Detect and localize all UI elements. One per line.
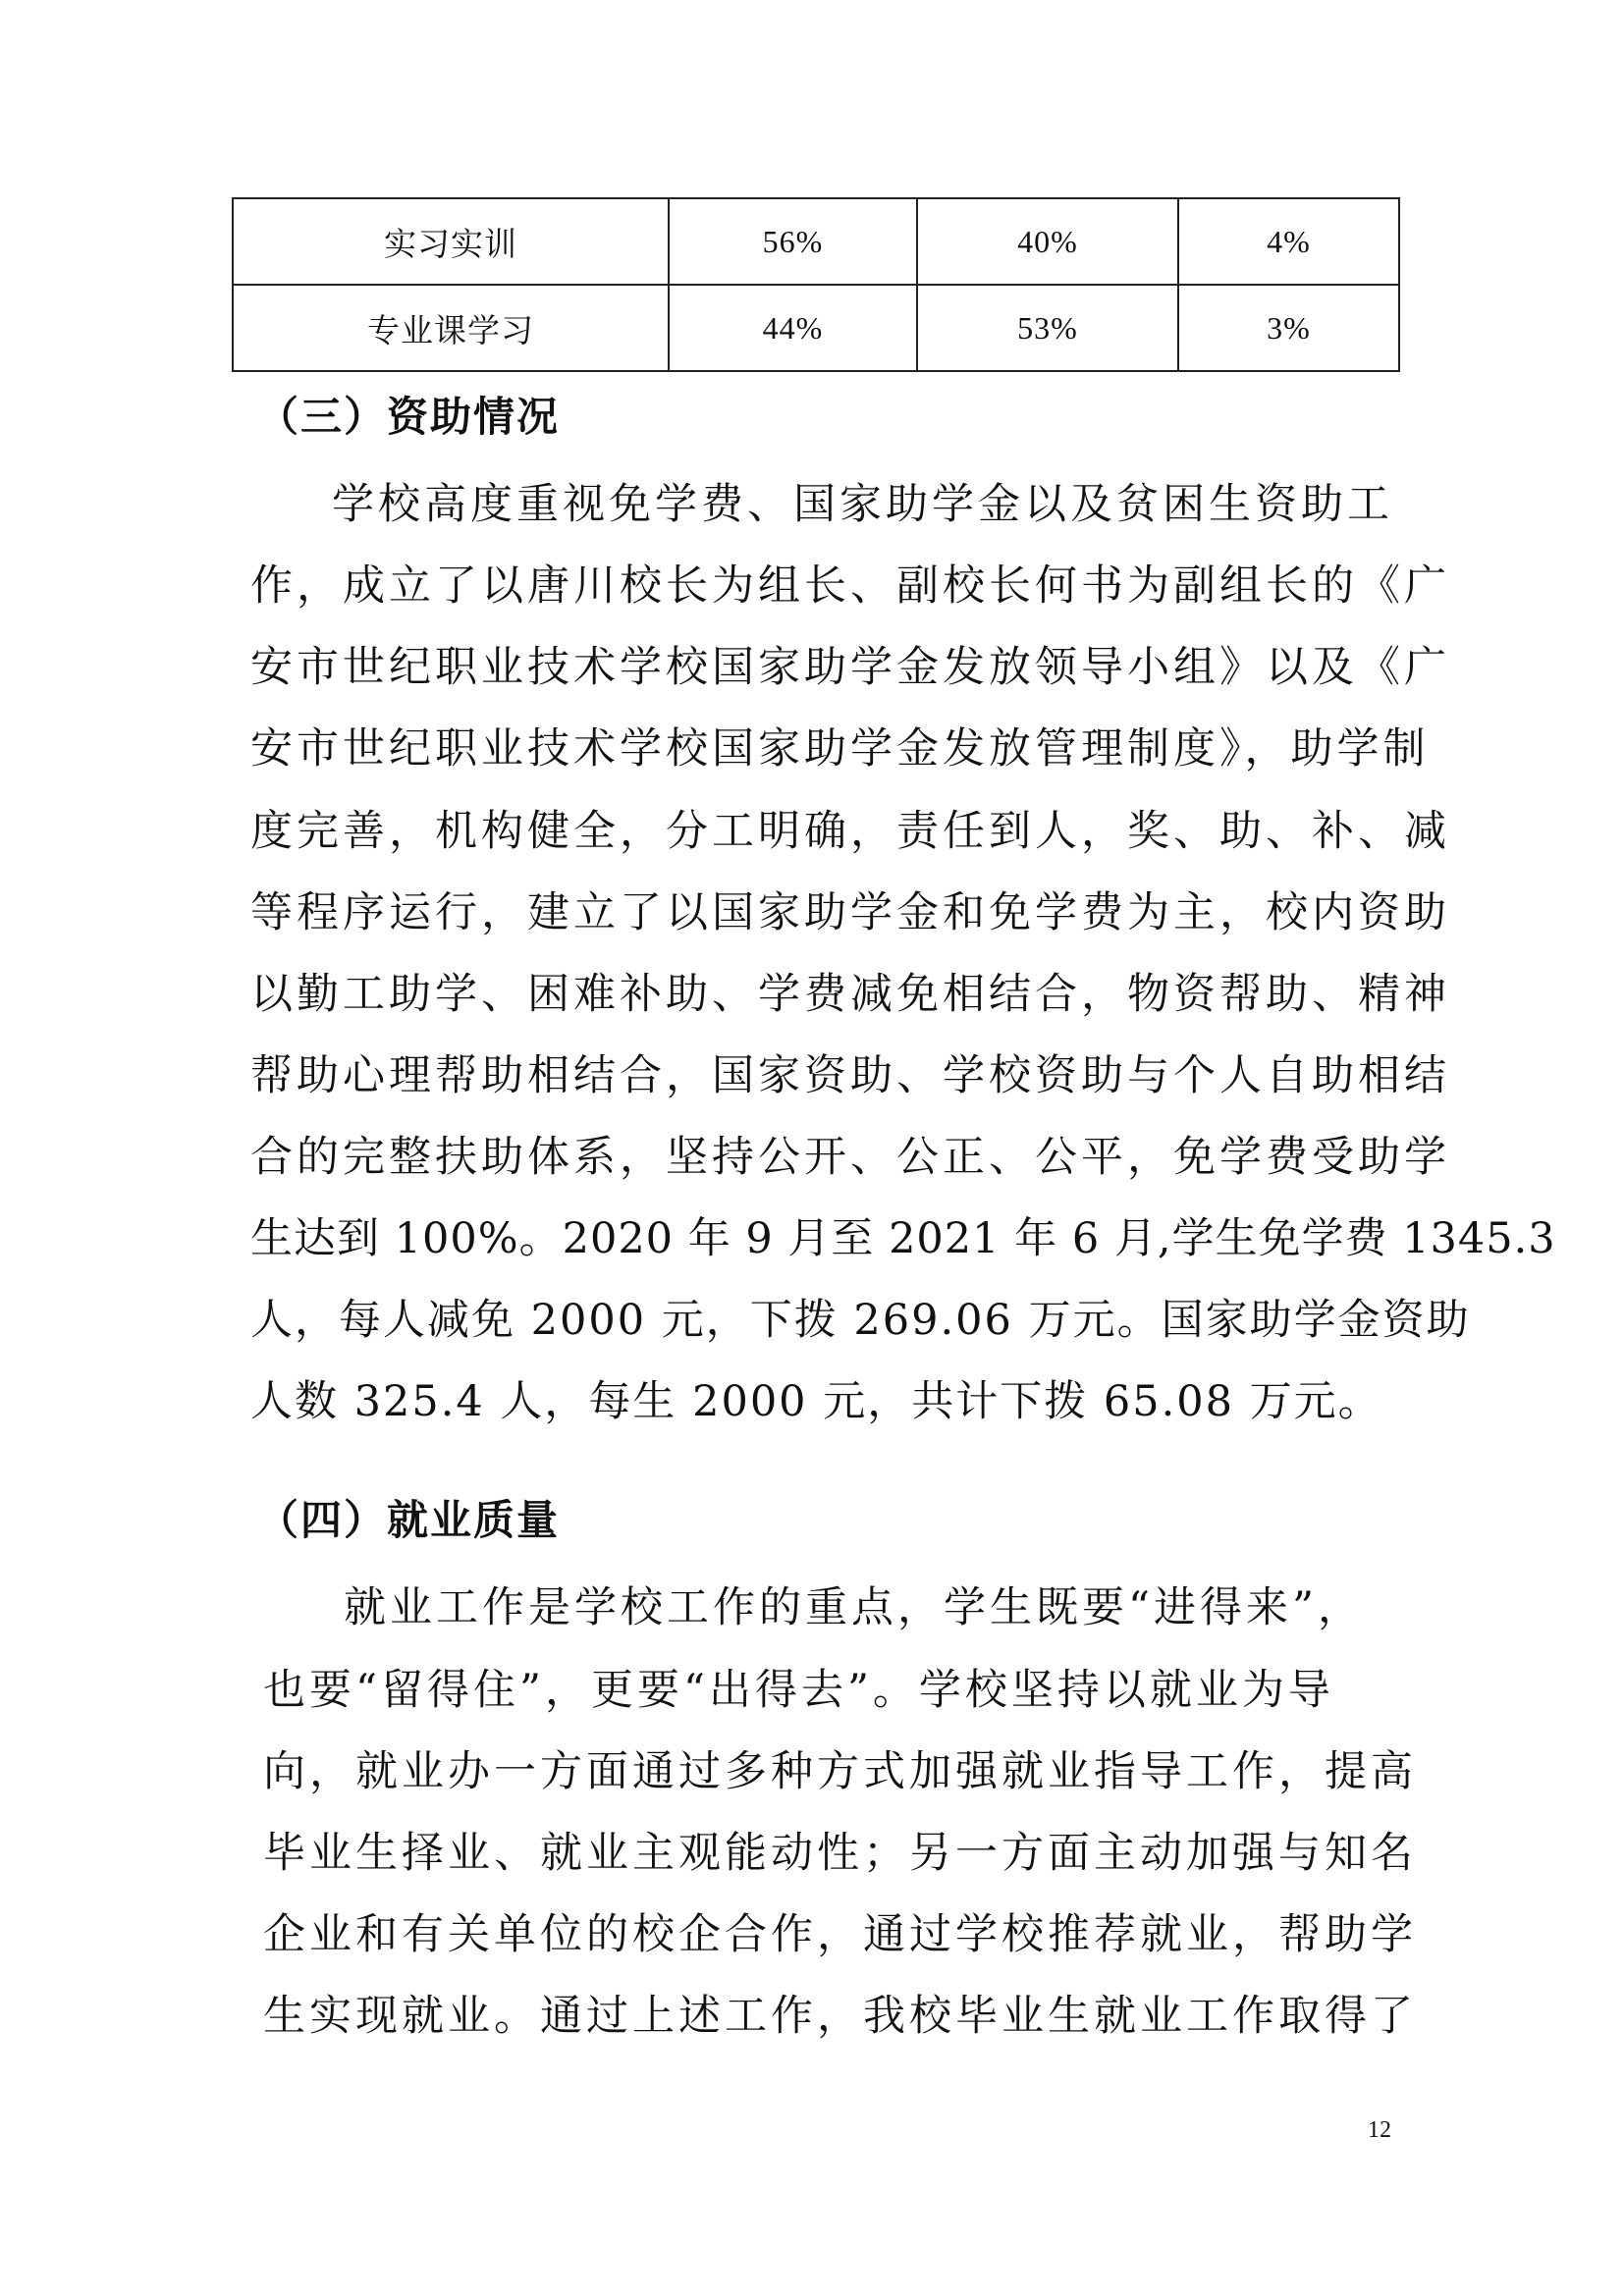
table-cell-value: 40% bbox=[917, 198, 1178, 285]
table-cell-value: 53% bbox=[917, 285, 1178, 371]
paragraph-line: 企业和有关单位的校企合作，通过学校推荐就业，帮助学 bbox=[263, 1910, 1417, 1959]
paragraph-line: 合的完整扶助体系，坚持公开、公正、公平，免学费受助学 bbox=[250, 1133, 1450, 1182]
paragraph-line: 人，每人减免 2000 元，下拨 269.06 万元。国家助学金资助 bbox=[250, 1296, 1471, 1345]
table-cell-label: 专业课学习 bbox=[233, 285, 669, 371]
table-cell-label: 实习实训 bbox=[233, 198, 669, 285]
paragraph-line: 就业工作是学校工作的重点，学生既要“进得来”， bbox=[344, 1583, 1364, 1632]
survey-table bbox=[232, 197, 1400, 372]
paragraph-line: 安市世纪职业技术学校国家助学金发放管理制度》，助学制 bbox=[250, 724, 1430, 774]
page-number: 12 bbox=[1368, 2117, 1391, 2143]
section-heading-employment: （四）就业质量 bbox=[257, 1496, 561, 1544]
paragraph-line: 作，成立了以唐川校长为组长、副校长何书为副组长的《广 bbox=[250, 561, 1450, 611]
paragraph-line: 度完善，机构健全，分工明确，责任到人，奖、助、补、减 bbox=[250, 807, 1450, 856]
paragraph-line: 安市世纪职业技术学校国家助学金发放领导小组》以及《广 bbox=[250, 643, 1450, 692]
paragraph-line: 生达到 100%。2020 年 9 月至 2021 年 6 月,学生免学费 1345.3 bbox=[250, 1214, 1556, 1263]
section-heading-funding: （三）资助情况 bbox=[257, 393, 561, 441]
paragraph-line: 人数 325.4 人，每生 2000 元，共计下拨 65.08 万元。 bbox=[250, 1377, 1382, 1426]
paragraph-line: 毕业生择业、就业主观能动性；另一方面主动加强与知名 bbox=[263, 1829, 1417, 1878]
paragraph-line: 向，就业办一方面通过多种方式加强就业指导工作，提高 bbox=[263, 1747, 1417, 1796]
paragraph-line: 以勤工助学、困难补助、学费减免相结合，物资帮助、精神 bbox=[250, 970, 1450, 1019]
table-cell-value: 4% bbox=[1178, 198, 1399, 285]
paragraph-line: 等程序运行，建立了以国家助学金和免学费为主，校内资助 bbox=[250, 888, 1450, 937]
paragraph-line: 生实现就业。通过上述工作，我校毕业生就业工作取得了 bbox=[263, 1992, 1417, 2041]
paragraph-line: 帮助心理帮助相结合，国家资助、学校资助与个人自助相结 bbox=[250, 1051, 1450, 1100]
table-cell-value: 3% bbox=[1178, 285, 1399, 371]
table-cell-value: 44% bbox=[669, 285, 917, 371]
table-cell-value: 56% bbox=[669, 198, 917, 285]
paragraph-line: 学校高度重视免学费、国家助学金以及贫困生资助工 bbox=[332, 480, 1393, 529]
table-row bbox=[233, 285, 1399, 371]
table-row bbox=[233, 198, 1399, 285]
paragraph-line: 也要“留得住”，更要“出得去”。学校坚持以就业为导 bbox=[263, 1666, 1334, 1715]
